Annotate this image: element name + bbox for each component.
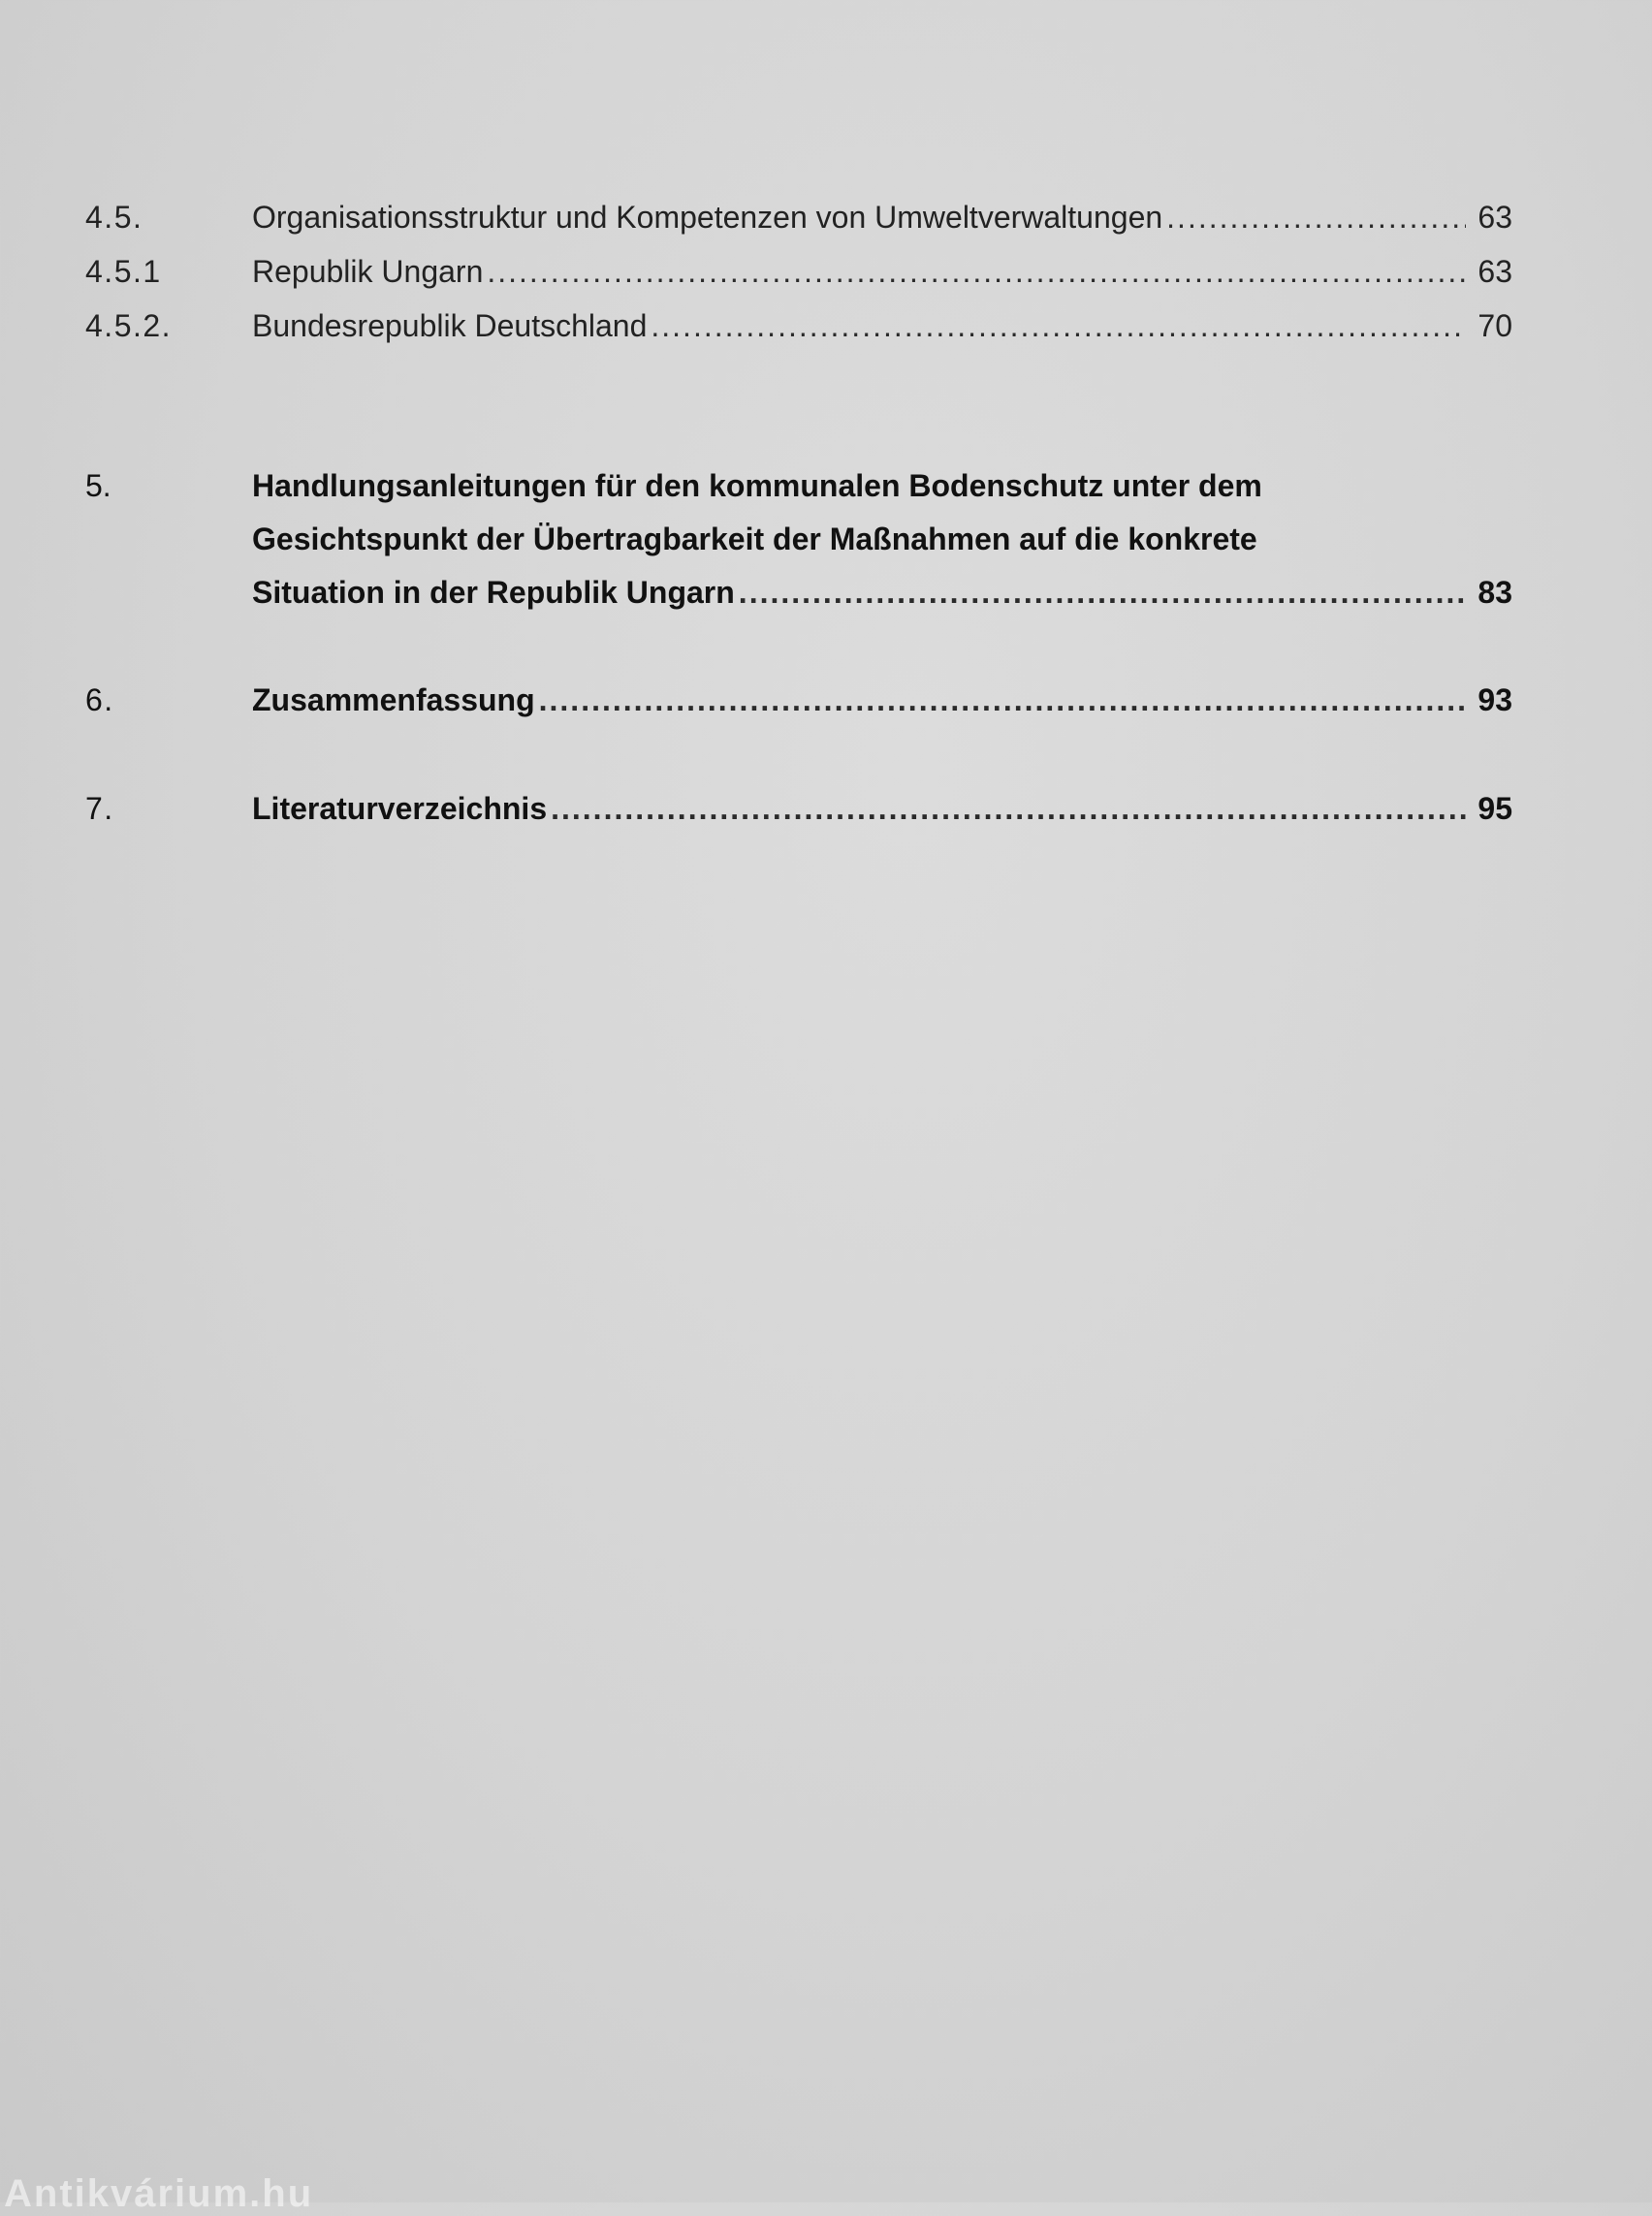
leader-dots [551,789,1466,828]
toc-entry-title: Republik Ungarn [252,254,484,289]
toc-entry-number: 4.5. [85,200,143,235]
toc-entry-page: 63 [1477,200,1512,235]
toc-entry-chapter-6 [85,681,1512,719]
toc-entry-4-5-1 [85,252,1512,291]
toc-entry-page: 93 [1477,682,1512,717]
toc-entry-4-5-2 [85,306,1512,345]
toc-entry-title: Bundesrepublik Deutschland [252,308,648,343]
toc-entry-title: Zusammenfassung [252,682,535,717]
toc-entry-title-line-3-row [252,566,1512,619]
leader-dots [651,306,1466,345]
toc-entry-4-5 [85,198,1512,237]
toc-entry-number: 7. [85,791,114,826]
toc-entry-title: Organisationsstruktur und Kompetenzen von Umweltverwaltungen [252,200,1163,235]
toc-entry-title-line-2: Gesichtspunkt der Übertragbarkeit der Maßnahmen auf die konkrete [252,522,1257,556]
leader-dots [487,252,1466,291]
toc-entry-page: 63 [1477,254,1512,289]
toc-entry-page: 70 [1477,308,1512,343]
leader-dots [739,566,1466,619]
toc-entry-title-line-1: Handlungsanleitungen für den kommunalen Bodenschutz unter dem [252,468,1262,503]
leader-dots [1166,198,1466,237]
toc-entry-number: 5. [85,468,111,503]
leader-dots [539,681,1466,719]
toc-entry-number: 4.5.2. [85,308,173,343]
toc-entry-title: Literaturverzeichnis [252,791,548,826]
toc-entry-title-line-3: Situation in der Republik Ungarn [252,575,735,610]
toc-entry-page: 95 [1477,791,1512,826]
toc-entry-chapter-5 [85,459,1512,624]
toc-entry-chapter-7 [85,789,1512,828]
watermark: Antikvárium.hu [4,2172,314,2215]
toc-entry-number: 4.5.1 [85,254,162,289]
toc-entry-number: 6. [85,682,114,717]
toc-entry-page: 83 [1477,575,1512,610]
